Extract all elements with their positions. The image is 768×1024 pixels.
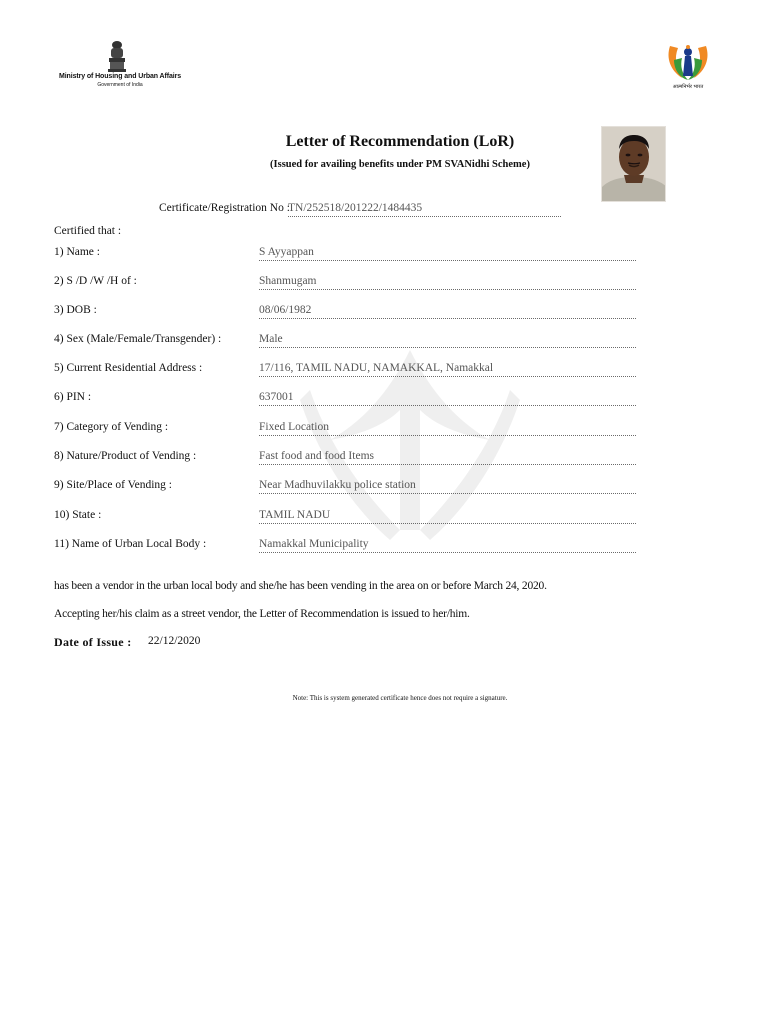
row-label-dob: 3) DOB : [54, 304, 97, 316]
person-photo-icon [602, 127, 666, 202]
row-label-address: 5) Current Residential Address : [54, 362, 203, 374]
certificate-number-value: TN/252518/201222/1484435 [288, 202, 561, 217]
row-value-dob: 08/06/1982 [259, 304, 636, 319]
row-value-vending-category: Fixed Location [259, 421, 636, 436]
row-value-address: 17/116, TAMIL NADU, NAMAKKAL, Namakkal [259, 362, 636, 377]
row-label-state: 10) State : [54, 509, 102, 521]
state-emblem-icon [104, 40, 130, 74]
acceptance-statement: Accepting her/his claim as a street vendor, the Letter of Recommendation is issued to her/him. [54, 608, 470, 620]
row-value-urban-local-body: Namakkal Municipality [259, 538, 636, 553]
ministry-subtitle: Government of India [97, 82, 143, 88]
document-subtitle: (Issued for availing benefits under PM SVANidhi Scheme) [270, 159, 530, 170]
certified-that-label: Certified that : [54, 225, 122, 237]
scheme-logo-caption: आत्मनिर्भर भारत [672, 84, 704, 90]
row-value-sex: Male [259, 333, 636, 348]
row-value-state: TAMIL NADU [259, 509, 636, 524]
document-title: Letter of Recommendation (LoR) [285, 133, 515, 150]
row-value-relation: Shanmugam [259, 275, 636, 290]
row-label-name: 1) Name : [54, 246, 100, 258]
row-value-pin: 637001 [259, 391, 636, 406]
row-label-urban-local-body: 11) Name of Urban Local Body : [54, 538, 207, 550]
system-generated-note: Note: This is system generated certificate hence does not require a signature. [292, 694, 508, 702]
row-label-vending-nature: 8) Nature/Product of Vending : [54, 450, 197, 462]
date-of-issue-label: Date of Issue : [54, 635, 132, 649]
row-value-vending-site: Near Madhuvilakku police station [259, 479, 636, 494]
date-of-issue-value: 22/12/2020 [148, 635, 201, 647]
row-value-vending-nature: Fast food and food Items [259, 450, 636, 465]
vending-statement: has been a vendor in the urban local body and she/he has been vending in the area on or before March 24, 2020. [54, 580, 547, 592]
row-label-vending-site: 9) Site/Place of Vending : [54, 479, 172, 491]
vendor-photo [601, 126, 666, 202]
certificate-number-label: Certificate/Registration No : [159, 202, 290, 214]
ministry-name: Ministry of Housing and Urban Affairs [58, 73, 182, 80]
pm-svanidhi-logo-icon [664, 40, 712, 82]
row-label-relation: 2) S /D /W /H of : [54, 275, 137, 287]
row-label-pin: 6) PIN : [54, 391, 92, 403]
row-value-name: S Ayyappan [259, 246, 636, 261]
row-label-sex: 4) Sex (Male/Female/Transgender) : [54, 333, 222, 345]
row-label-vending-category: 7) Category of Vending : [54, 421, 169, 433]
